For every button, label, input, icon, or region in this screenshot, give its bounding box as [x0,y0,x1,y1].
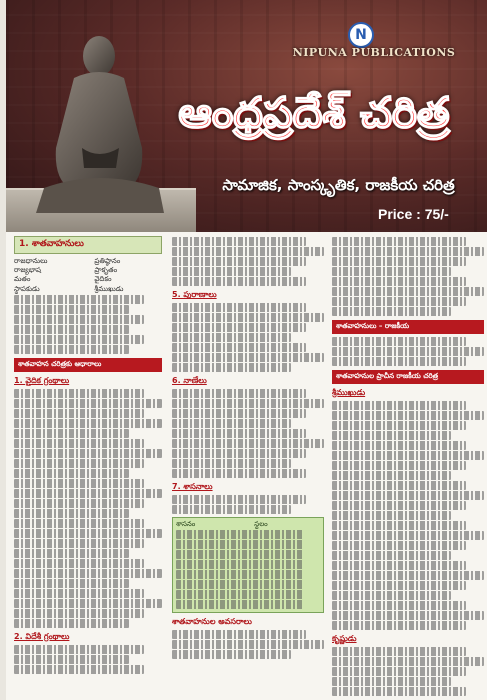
book-title: ఆంధ్రప్రదేశ్ చరిత్ర [178,88,450,137]
cover-banner [6,0,487,232]
text-line [14,519,144,528]
text-line [172,505,291,514]
text-line [14,529,162,538]
text-line [172,247,324,256]
text-line [332,451,484,460]
text-line [14,509,129,518]
dynasty-facts-table [14,257,162,354]
text-line [14,489,162,498]
text-line [14,559,144,568]
text-line [14,389,144,398]
text-line [14,439,144,448]
text-line [172,650,291,659]
text-line [14,469,129,478]
text-line [332,471,451,480]
text-line [172,439,324,448]
text-line [172,630,306,639]
text-line [332,401,466,410]
text-line [332,347,484,356]
price-label: Price : 75/- [378,206,449,222]
text-line [172,469,306,478]
text-line [14,459,144,468]
text-line [332,357,466,366]
text-line [14,549,129,558]
text-line [332,571,484,580]
text-line [332,511,451,520]
text-line [172,303,306,312]
text-line [332,677,451,686]
publisher-name: NIPUNA PUBLICATIONS [292,46,456,59]
text-line [332,541,466,550]
text-line [14,645,144,654]
text-line [172,333,291,342]
text-line [332,411,484,420]
text-line [172,419,291,428]
text-line [14,325,129,334]
text-line [332,277,466,286]
text-line [332,237,466,246]
text-line [14,409,144,418]
text-line [332,521,466,530]
text-line [332,687,466,696]
subsection-needs: శాతవాహనుల అవసరాలు [172,617,252,627]
subsection-foreign-texts: 2. విదేశీ గ్రంథాలు [14,631,70,641]
subsection-srimukha: శ్రీముఖుడు [332,388,366,397]
text-line [14,589,144,598]
table-row: మతం వైదికం [14,275,112,284]
text-line [332,531,484,540]
text-line [14,295,144,304]
table-header-row: శాసనం స్థలం [176,520,268,528]
text-line [332,431,451,440]
text-line [172,267,291,276]
text-line [172,389,306,398]
table-row [176,560,303,569]
text-line [332,561,466,570]
table-row [176,530,303,539]
text-line [332,491,484,500]
text-line [172,277,306,286]
text-line [14,579,129,588]
text-line [332,441,466,450]
text-line [172,399,324,408]
text-line [172,343,306,352]
subsection-krishna: కృష్ణుడు [332,634,357,643]
subsection-vedic-texts: 1. వైదిక గ్రంథాలు [14,375,70,385]
table-row [176,570,303,579]
column-1 [14,236,162,696]
text-line [332,667,466,676]
text-line [14,305,129,314]
text-line [332,581,466,590]
text-line [172,313,324,322]
table-row: స్థాపకుడు శ్రీముఖుడు [14,284,124,293]
subsection-inscriptions: 7. శాసనాలు [172,482,213,491]
text-line [332,267,451,276]
text-line [14,665,144,674]
political-red-bar: శాతవాహనులు – రాజకీయ [332,320,484,334]
column-2 [172,236,324,696]
table-row [176,600,303,609]
text-line [172,363,291,372]
text-line [332,621,466,630]
subsection-coins: 6. నాణేలు [172,376,207,385]
text-line [14,419,162,428]
text-line [172,449,306,458]
text-line [172,409,306,418]
text-line [332,611,484,620]
text-line [172,640,324,649]
text-line [332,657,484,666]
ancient-political-history-red-bar: శాతవాహనుల ప్రాచీన రాజకీయ చరిత్ర [332,370,484,384]
sources-red-bar: శాతవాహన చరిత్రకు ఆధారాలు [14,358,162,372]
text-line [14,335,144,344]
text-line [14,619,129,628]
table-row: రాజ్యభాష ప్రాకృతం [14,266,118,275]
text-line [14,569,162,578]
text-line [332,551,451,560]
text-line [332,247,484,256]
text-line [14,539,144,548]
text-line [172,353,324,362]
text-line [172,323,306,332]
text-line [332,601,466,610]
inscriptions-table [172,517,324,613]
text-line [14,429,129,438]
subsection-puranas: 5. పురాణాలు [172,290,217,299]
text-line [14,345,129,354]
text-line [332,287,484,296]
text-line [332,307,451,316]
table-row [176,540,303,549]
text-line [14,479,144,488]
text-line [332,591,451,600]
table-row [176,550,303,559]
text-line [332,501,466,510]
text-line [172,237,306,246]
text-line [332,461,466,470]
text-line [332,337,466,346]
text-line [14,399,162,408]
text-line [172,459,291,468]
table-row [176,590,303,599]
text-line [14,315,144,324]
text-line [332,647,466,656]
text-line [14,599,162,608]
text-line [332,421,466,430]
table-row [176,580,303,589]
book-subtitle: సామాజిక, సాంస్కృతిక, రాజకీయ చరిత్ర [222,176,455,194]
text-line [14,609,144,618]
text-line [332,257,466,266]
text-line [172,429,306,438]
text-line [14,449,162,458]
content-columns [14,236,484,696]
publisher-logo-icon: N [348,22,374,48]
text-line [14,499,144,508]
section-heading-satavahanas: 1. శాతవాహనులు [14,236,162,254]
text-line [332,481,466,490]
text-line [172,257,306,266]
page [6,0,487,700]
column-3 [332,236,484,696]
table-row: రాజధానులు ప్రతిష్ఠానం [14,257,121,265]
text-line [14,655,129,664]
text-line [172,495,306,504]
text-line [332,297,466,306]
